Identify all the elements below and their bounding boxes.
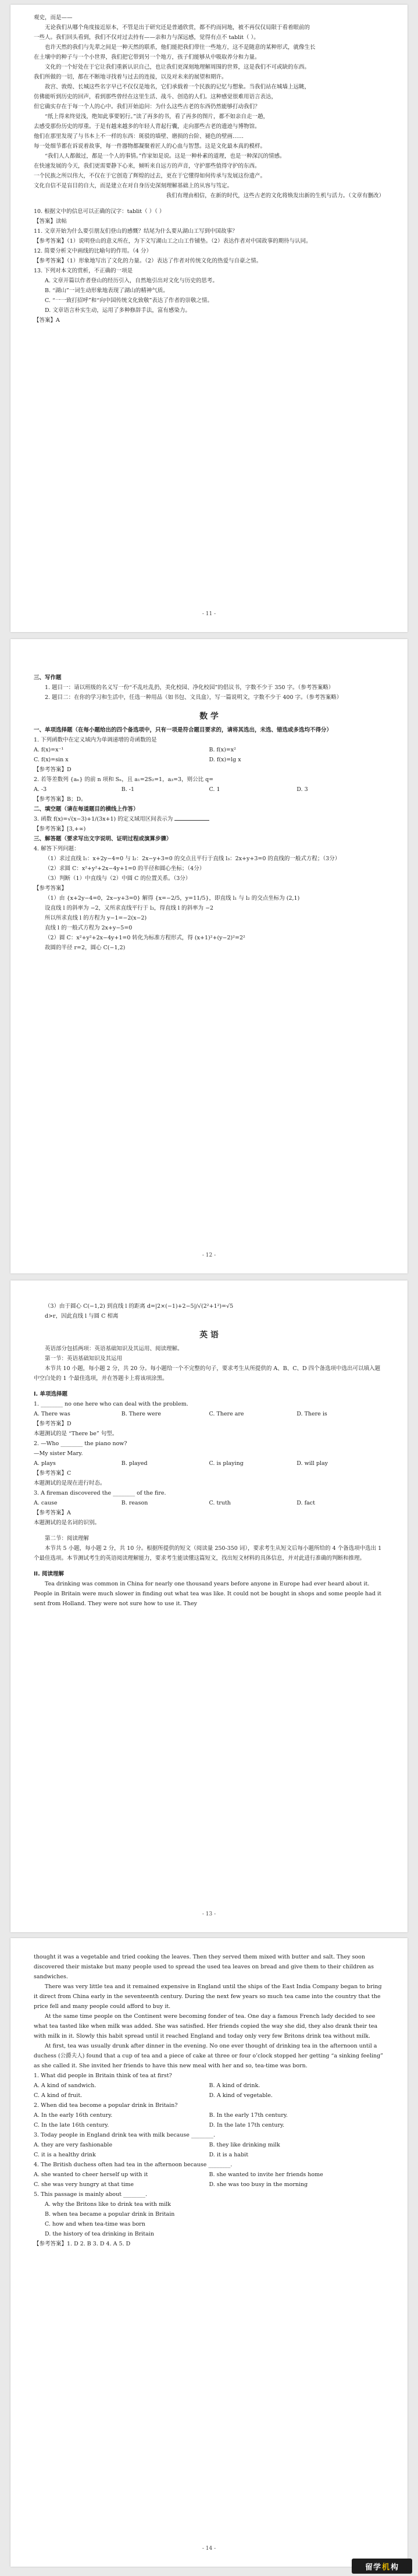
option: B. In the early 17th century. — [209, 2112, 288, 2119]
options-row — [34, 2170, 384, 2180]
option: B. reason — [121, 1500, 148, 1506]
option: C. how and when tea-time was born — [45, 2221, 145, 2227]
text-line: 我们有理由相信，在新的时代，这些古老的文化将焕发出新的生机与活力。（文章有删改） — [166, 193, 384, 199]
text-line: “纸上得来终觉浅，绝知此事要躬行。”读了再多的书，看了再多的图片，都不如亲自走一趟， — [45, 113, 269, 120]
text-line: 我们所做的一切，都在不断地寻找着与过去的连接，以及对未来的展望和期许。 — [34, 74, 227, 80]
options-row — [34, 2180, 384, 2190]
option: C. A kind of fruit. — [34, 2092, 83, 2099]
document-page-12 — [10, 639, 408, 1273]
text-line: 他们在那里发现了与书本上不一样的东西：斑驳的墙壁、磨损的台阶、褪色的壁画…… — [34, 133, 244, 140]
answer-13: 【答案】A — [34, 317, 60, 324]
question-3: 3. 函数 f(x)=√(x−3)+1/(3x+1) 的定义域用区间表示为 — [34, 816, 173, 822]
intro-text: 本节共 10 小题，每小题 2 分，共 20 分。每小题给一个不完整的句子，要求考生从所提供的 A、B、C、D 四个备选项中选出可以填入题中空白处的 1 个最佳选项，并在答题卡上将该项涂黑。 — [34, 1365, 381, 1382]
option: C. In the late 16th century. — [34, 2122, 109, 2128]
question-10: 10. 根据文中的信息可以正确的汉字：tablit（ ）（ ） — [34, 208, 165, 215]
option: B. “湖山”一词生动形象地表现了湖山的精神气质。 — [45, 288, 169, 294]
option: A. plays — [34, 1460, 56, 1467]
page-number: - 13 - — [202, 1911, 216, 1917]
option: D. the history of tea drinking in Britain — [45, 2231, 154, 2237]
text-line: 在土壤中的种子与一个小世界，我们把它带到另一个地方，孩子们能够从中吸取养分和力量。 — [34, 54, 260, 61]
question-text: 1. ________ no one here who can deal with the problem. — [34, 1401, 188, 1407]
note: 本题测试的是现在进行时态。 — [34, 1480, 106, 1486]
solution-step: 故圆的半径 r=2，圆心 C(−1,2) — [45, 945, 126, 951]
options-row — [34, 2110, 384, 2120]
text-line: 文化自信不是盲目的自大，而是建立在对自身历史深刻理解基础上的从容与笃定。 — [34, 183, 233, 189]
question-text: —My sister Mary. — [34, 1450, 83, 1457]
question-text: 1. 下列函数中在定义域内为单调递增的奇函数的是 — [34, 737, 157, 743]
options-row — [34, 1459, 384, 1468]
passage-paragraph: thought it was a vegetable and tried cooking the leaves. Then they served them mixed with butter and salt. They soon discovered their mistake but many people used to spread the used tea leaves on bread and give them to their children as sandwiches. — [34, 1954, 374, 1980]
question-text: 5. This passage is mainly about ________. — [34, 2191, 147, 2198]
page-number: - 11 - — [202, 611, 216, 617]
document-page-14 — [10, 1938, 408, 2567]
section-heading: I. 单项选择题 — [34, 1391, 67, 1397]
option: B. f(x)=x² — [209, 747, 236, 753]
watermark-text: 留学 — [365, 2563, 381, 2572]
text-line: 但它确实存在于每一个人的心中。我们开始追问：为什么这些古老的东西仍然能够打动我们？ — [34, 104, 260, 110]
question-text: 2. When did tea become a popular drink in Britain? — [34, 2102, 178, 2109]
solution-step: d>r，因此直线 l 与圆 C 相离 — [45, 1313, 119, 1319]
question-text — [34, 814, 384, 824]
page-number: - 14 - — [202, 2546, 216, 2552]
passage-paragraph: At the same time people on the Continent were becoming fonder of tea. One day a famous French lady decided to see what tea tasted like when milk was added. She was satisfied. Her friends copied the way she did, they also drank their tea with milk in it. Slowly this habit spread until it reached England and today only very few Britons drink tea without milk. — [34, 2013, 378, 2039]
section-heading: II. 阅读理解 — [34, 1571, 64, 1577]
passage-paragraph: Tea drinking was common in China for nearly one thousand years before anyone in Europe had ever heard about it. People in Britain were much slower in finding out what tea was like. It could not be bought in shops and some people had it sent from Holland. They were not sure how to use it. They — [34, 1581, 381, 1607]
question-text: 3. A fireman discovered the ________ of the fire. — [34, 1490, 166, 1496]
options-row — [34, 755, 384, 765]
question-text: 4. The British duchess often had tea in the afternoon because ________. — [34, 2162, 233, 2168]
solution-step: 所以所求直线 l 的方程为 y−1=−2(x−2) — [45, 915, 147, 921]
option: D. There is — [296, 1411, 327, 1417]
text-line: 一些人。我们回头看到，我们不仅对过去持有——亲和力与深远感，觉得有点不 tablit（ ）。 — [34, 34, 259, 41]
note: 本题测试的是 “There be” 句型。 — [34, 1431, 118, 1437]
option: C. she was very hungry at that time — [34, 2181, 134, 2188]
options-row — [34, 2081, 384, 2091]
section-heading: 三、写作题 — [34, 675, 62, 681]
text-line: 文化的一个好处在于它让我们重新认识自己，也让我们更深刻地理解周围的世界，这是我们不可或缺的东西。 — [45, 64, 310, 70]
option: D. In the late 17th century. — [209, 2122, 285, 2128]
watermark-text: 构 — [391, 2563, 399, 2572]
option: A. cause — [34, 1500, 58, 1506]
option: B. A kind of drink. — [209, 2082, 260, 2089]
question-13: 13. 下列对本文的赏析，不正确的一项是 — [34, 268, 133, 274]
text-line: 每一处细节都在诉说着故事，每一件器物都凝聚着匠人的心血与智慧。这是文化最本真的模样。 — [34, 143, 266, 150]
option: C. There are — [209, 1411, 244, 1417]
section-heading: 一、单项选择题（在每小题给出的四个备选项中，只有一项是符合题目要求的，请将其选出，未选、错选或多选均不得分） — [34, 727, 333, 733]
option: D. fact — [296, 1500, 315, 1506]
passage-paragraph: At first, tea was usually drunk after dinner in the evening. No one ever thought of drinking tea in the afternoon until a duchess (公爵夫人) found that a cup of tea and a piece of cake at three or four o’clock stopped her getting “a sinking feeling” as she called it. She invited her friends to have this new meal with her and so, tea-time was born. — [34, 2043, 384, 2069]
solution-step: 直线 l 的一般式方程为 2x+y−5=0 — [45, 925, 133, 931]
option: D. will play — [296, 1460, 328, 1467]
option: D. A kind of vegetable. — [209, 2092, 273, 2099]
answer: 【参考答案】[3,+∞) — [34, 826, 86, 832]
options-row — [34, 785, 384, 794]
option: A. f(x)=x⁻¹ — [34, 747, 64, 753]
option: B. played — [121, 1460, 148, 1467]
option: A. In the early 16th century. — [34, 2112, 113, 2119]
text-line: 故宫、敦煌、长城这些名字早已不仅仅是地名，它们承载着一个民族的记忆与想象。当我们站在城墙上远眺， — [45, 84, 310, 90]
document-page-13 — [10, 1280, 408, 1932]
options-row — [34, 745, 384, 755]
options-row — [34, 2120, 384, 2130]
option: D. she was too busy in the morning — [209, 2181, 308, 2188]
option: A. -3 — [34, 786, 47, 793]
option: D. 3 — [296, 786, 308, 793]
solution-step: 设直线 l 的斜率为 −2，又所求直线平行于 l₃，得直线 l 的斜率为 −2 — [45, 905, 214, 911]
option: B. There were — [121, 1411, 161, 1417]
answer-12: 【参考答案】（1）形象地写出了文化的力量。（2）表达了作者对传统文化的热爱与自豪之情。 — [34, 258, 262, 264]
option: B. -1 — [121, 786, 135, 793]
option: D. it is a habit — [209, 2152, 249, 2158]
question-text: 2. —Who ________ the piano now? — [34, 1440, 127, 1447]
option: B. when tea became a popular drink in Britain — [45, 2211, 175, 2217]
intro-text: 本节共 5 小题，每小题 2 分，共 10 分。根据所提供的短文（阅读量 250-350 词），要求考生从短文后每小题所给的 4 个备选项中选出 1 个最佳选项。本节测试考生的英语阅读理解能力，要求考生能读懂这篇短文，找出短文材料的具体信息，并对此进行准确的判断和推理。 — [34, 1545, 382, 1562]
options-row — [34, 2140, 384, 2150]
answer: 【参考答案】B；D。 — [34, 796, 87, 803]
answer: 【参考答案】D — [34, 1421, 72, 1427]
answer: 【参考答案】C — [34, 1470, 72, 1477]
section-heading: 第二节：阅读理解 — [45, 1535, 90, 1542]
answer-11: 【参考答案】（1）说明登山的意义所在，为下文写湖山工之山工作铺垫。（2）表达作者对中国故事的期待与认同。 — [34, 238, 312, 244]
option: C. truth — [209, 1500, 231, 1506]
text-line: 在快速发展的今天，我们更需要静下心来，倾听来自远方的声音，守护那些值得守护的东西。 — [34, 163, 260, 169]
intro-text: 英语部分包括两项：英语基础知识及其运用、阅读理解。 — [45, 1346, 183, 1352]
question-text: 3. Today people in England drink tea with milk because ________. — [34, 2132, 215, 2138]
question-text: 2. 若等差数列 {aₙ} 的前 n 项和 Sₙ，且 a₁=2S₂=1，a₃=3，则公比 q= — [34, 776, 214, 783]
answer: 【参考答案】A — [34, 1510, 71, 1516]
option: A. why the Britons like to drink tea with milk — [45, 2201, 171, 2208]
option: A. she wanted to cheer herself up with it — [34, 2171, 148, 2178]
answer: 【参考答案】D — [34, 767, 72, 773]
text-line: 仿佛能听到历史的回声，看到那些曾经在这里生活、战斗、创造的人们。这种感觉很难用语言表达， — [34, 94, 277, 100]
option: A. they are very fashionable — [34, 2142, 113, 2148]
answer-heading: 【参考答案】 — [34, 885, 67, 892]
answer-blank[interactable] — [174, 814, 209, 821]
subject-title-math: 数 学 — [199, 712, 219, 721]
sub-question: （1）求过直线 l₁：x+2y−4=0 与 l₂：2x−y+3=0 的交点且平行于直线 l₃：2x+y+3=0 的直线的一般式方程；（3分） — [45, 856, 341, 862]
text-line: 一个民族之所以伟大，不仅在于它创造了辉煌的过去，更在于它懂得如何传承与发展这份遗产。 — [34, 173, 266, 179]
question-text: 4. 解答下列问题： — [34, 846, 80, 852]
answer-10: 【答案】读帖 — [34, 218, 67, 225]
text-line: 去感受那份历史的厚重。于是有越来越多的年轻人背起行囊，走向那些古老的遗迹与博物馆。 — [34, 123, 260, 130]
note: 本题测试的是名词的识别。 — [34, 1520, 101, 1526]
section-heading: 二、填空题（请在每道题目的横线上作答） — [34, 806, 139, 812]
option: A. A kind of sandwich. — [34, 2082, 97, 2089]
question-12: 12. 简要分析文中画线的比喻句的作用。（4 分） — [34, 248, 152, 254]
text-line: “我们人人都做过，都是一个人的事情。”作家如是说。这是一种朴素的道理，也是一种深沉的情感。 — [45, 153, 285, 159]
option: D. 文章语言朴实生动，运用了多种修辞手法，富有感染力。 — [45, 307, 191, 314]
watermark-logo — [352, 2559, 412, 2574]
solution-step: （3）由于圆心 C(−1,2) 到直线 l 的距离 d=|2×(−1)+2−5|/√(2²+1²)=√5 — [45, 1303, 234, 1310]
option: A. 文章开篇以作者登山的经历引入，自然地引出对文化与历史的思考。 — [45, 278, 218, 284]
page-number: - 12 - — [202, 1252, 216, 1258]
option: C. it is a healthy drink — [34, 2152, 96, 2158]
option: C. f(x)=sin x — [34, 757, 69, 763]
text-line: 也许天然的我们与先辈之间是一种天然的联系，他们能把我们带往一些地方，这不是随意的某种形式，就像生长 — [45, 44, 316, 51]
sub-question: （3）判断（1）中直线与（2）中圆 C 的位置关系。（3分） — [45, 875, 191, 882]
solution-step: （1）由 {x+2y−4=0，2x−y+3=0} 解得 {x=−2/5，y=11/5}，即直线 l₁ 与 l₂ 的交点坐标为 (2,1) — [45, 895, 300, 902]
text-line: 无论我们从哪个角度接近原本，不管是出于研究还是普通欣赏，都不约而同地，被不再仅仅局限于看着眼前的 — [45, 24, 310, 31]
text-line: 观史，而是—— — [34, 15, 73, 21]
subject-title-english: 英 语 — [199, 1330, 219, 1340]
option: B. they like drinking milk — [209, 2142, 280, 2148]
option: C. is playing — [209, 1460, 244, 1467]
document-page-11 — [10, 5, 408, 632]
options-row — [34, 2150, 384, 2160]
option: D. f(x)=lg x — [209, 757, 241, 763]
options-row — [34, 2091, 384, 2100]
section-heading: 三、解答题（要求写出文字说明、证明过程或演算步骤） — [34, 836, 172, 842]
option: C. 1 — [209, 786, 220, 793]
option: B. she wanted to invite her friends home — [209, 2171, 323, 2178]
option: A. There was — [34, 1411, 70, 1417]
option: C. “一一致打招呼”和“向中国传统文化致敬”表达了作者的崇敬之情。 — [45, 297, 213, 304]
options-row — [34, 1409, 384, 1419]
writing-prompt: 1. 题目一：请以班级的名义写一份“不乱吐乱扔，美化校园、净化校园”的倡议书，字数不少于 350 字。（参考答案略） — [45, 684, 334, 691]
solution-step: （2）圆 C：x²+y²+2x−4y+1=0 转化为标准方程形式，得 (x+1)²+(y−2)²=2² — [45, 935, 245, 941]
writing-prompt: 2. 题目二：在你的学习和生活中，任选一种用品（如书包、文具盒），写一篇说明文，字数不少于 400 字。（参考答案略） — [45, 694, 342, 701]
options-row — [34, 1498, 384, 1508]
passage-paragraph: There was very little tea and it remained expensive in England until the ships of the East India Company began to bring it direct from China early in the seventeenth century. During the next few years so much tea came into the country that the price fell and many people could afford to buy it. — [34, 1984, 382, 2010]
question-text: 1. What did people in Britain think of tea at first? — [34, 2073, 172, 2079]
intro-text: 第一节：英语基础知识及其运用 — [45, 1356, 123, 1362]
watermark-text: 机 — [381, 2563, 390, 2572]
question-11: 11. 文章开始为什么要引朋友们登山的感慨？结尾为什么要从湖山工写到中国故事？ — [34, 228, 238, 235]
sub-question: （2）求圆 C：x²+y²+2x−4y+1=0 的半径和圆心坐标；（4分） — [45, 865, 205, 872]
answer: 【参考答案】1. D 2. B 3. D 4. A 5. D — [34, 2241, 131, 2247]
